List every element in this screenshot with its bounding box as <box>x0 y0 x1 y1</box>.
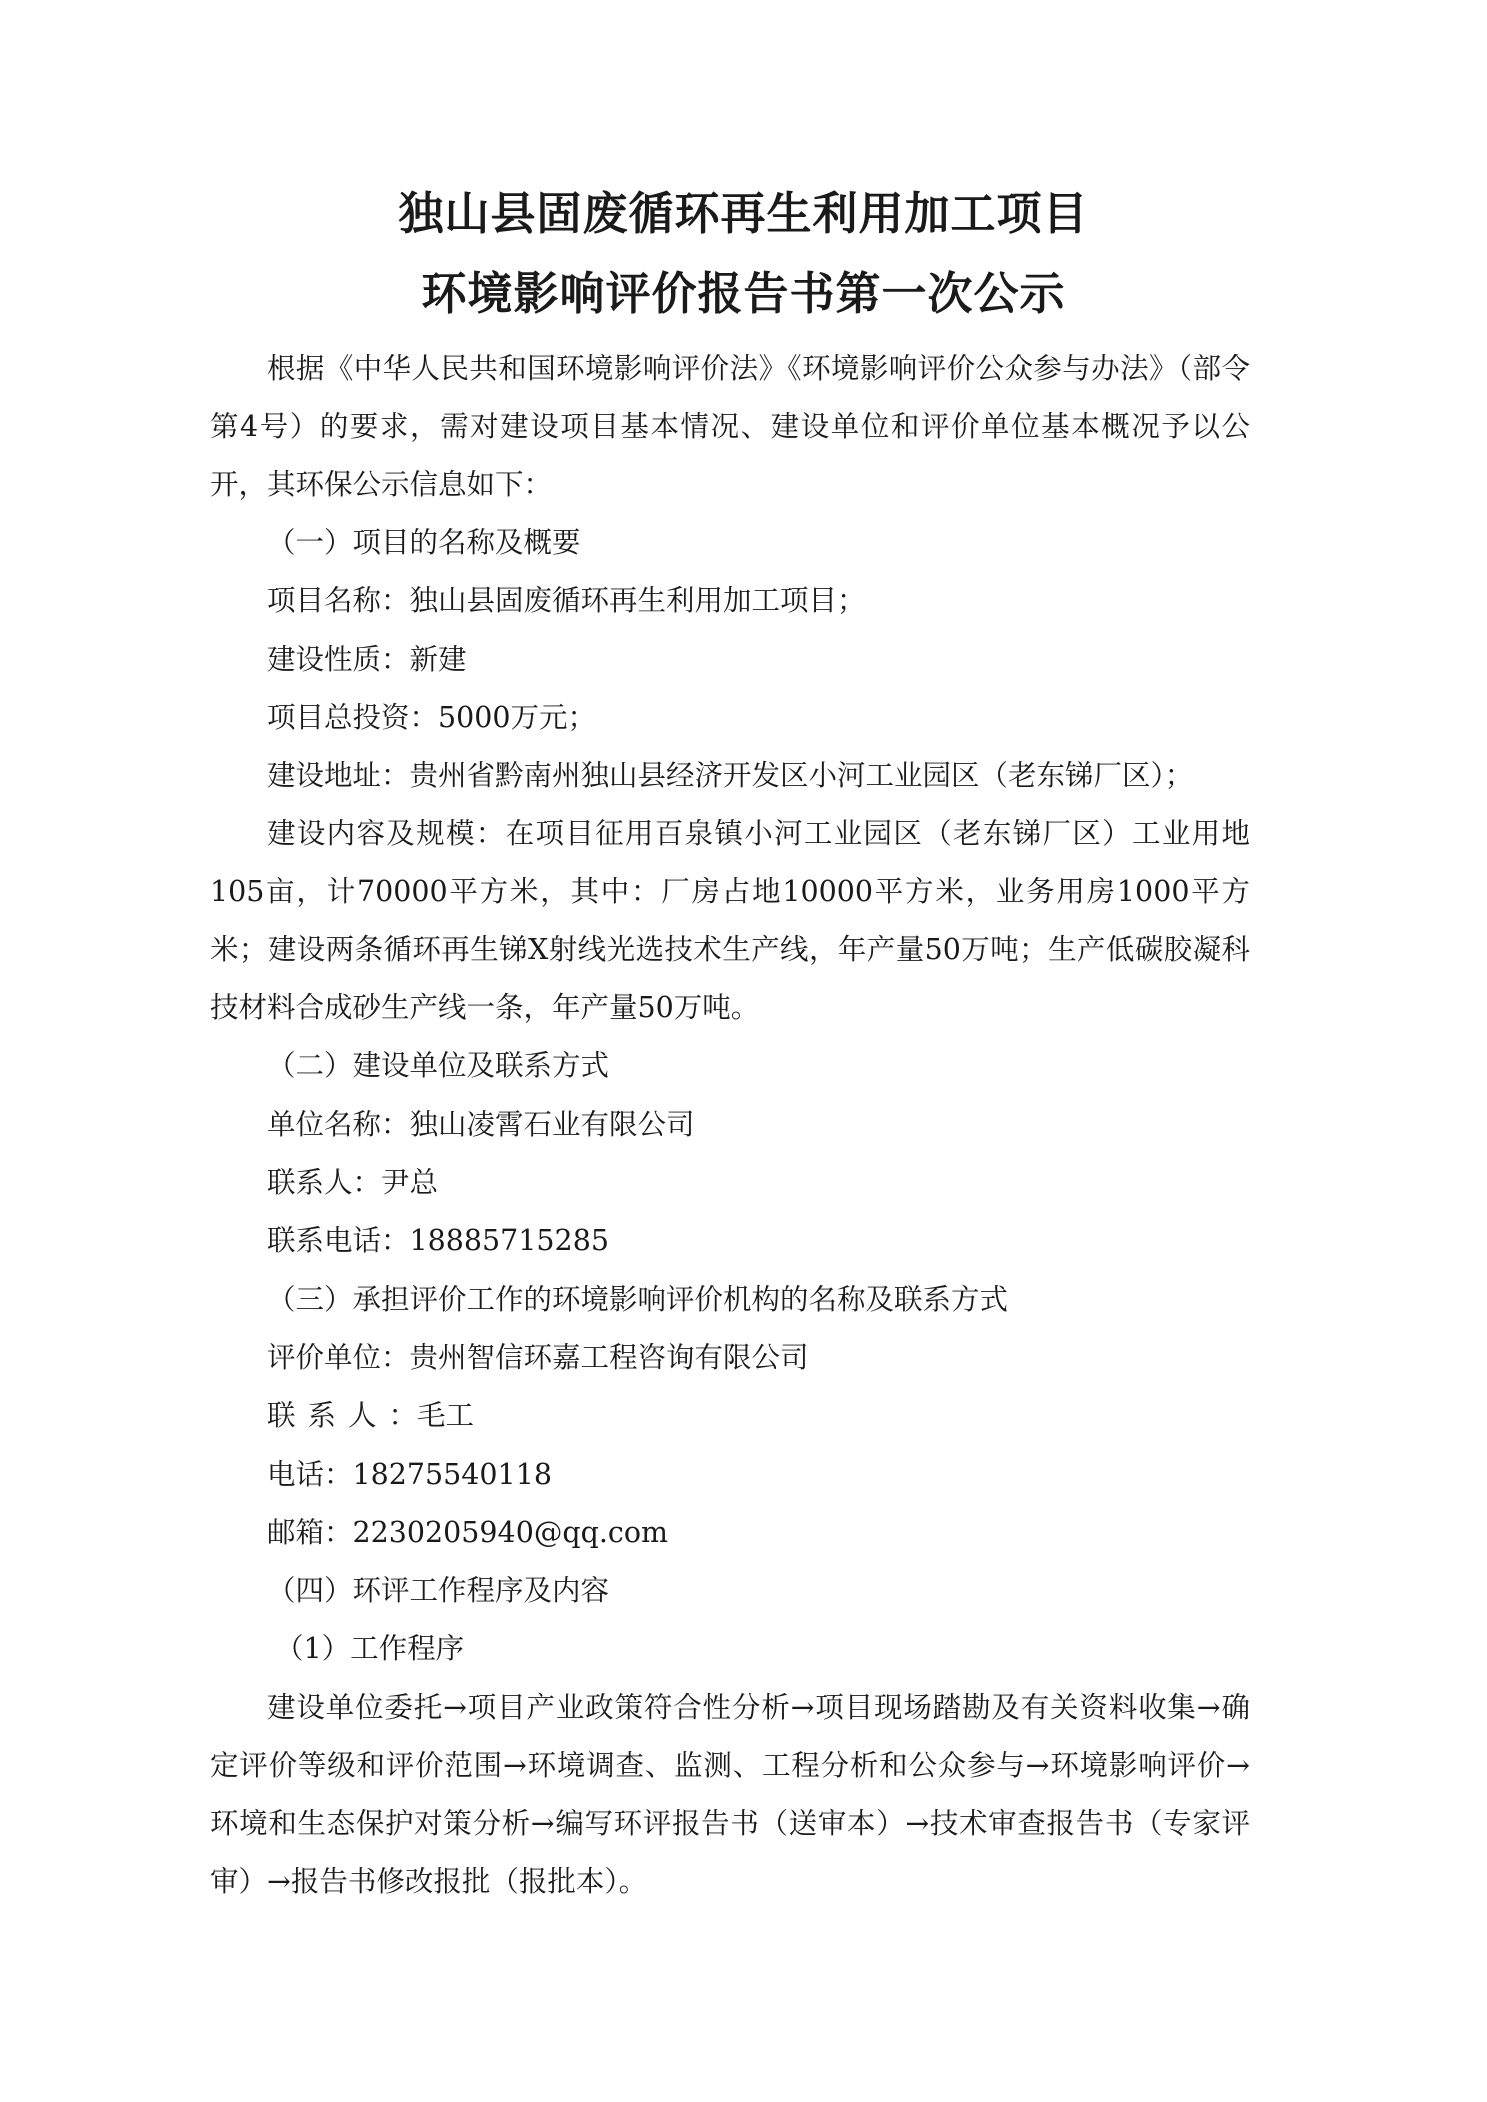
builder-contact: 联系人：尹总 <box>267 1166 439 1200</box>
section3-heading: （三）承担评价工作的环境影响评价机构的名称及联系方式 <box>267 1282 1009 1316</box>
evaluation-unit: 评价单位：贵州智信环嘉工程咨询有限公司 <box>267 1340 809 1374</box>
construction-nature: 建设性质：新建 <box>267 642 467 676</box>
evaluation-email: 邮箱：2230205940@qq.com <box>267 1515 669 1549</box>
intro-paragraph: 根据《中华人民共和国环境影响评价法》《环境影响评价公众参与办法》（部令第4号）的要求，需对建设项目基本情况、建设单位和评价单位基本概况予以公开，其环保公示信息如下： <box>210 352 1250 501</box>
section1-heading: （一）项目的名称及概要 <box>267 526 581 559</box>
builder-company: 单位名称：独山凌霄石业有限公司 <box>267 1107 695 1141</box>
project-name: 项目名称：独山县固废循环再生利用加工项目； <box>267 584 866 618</box>
construction-address: 建设地址：贵州省黔南州独山县经济开发区小河工业园区（老东锑厂区）； <box>267 759 1194 793</box>
construction-scale: 建设内容及规模：在项目征用百泉镇小河工业园区（老东锑厂区）工业用地105亩，计70000平方米，其中：厂房占地10000平方米，业务用房1000平方米；建设两条循环再生锑X射线光选技术生产线，年产量50万吨；生产低碳胶凝科技材料合成砂生产线一条，年产量50万吨。 <box>210 817 1250 1025</box>
section4-heading: （四）环评工作程序及内容 <box>267 1574 610 1608</box>
evaluation-contact-value: ：毛工 <box>388 1399 475 1433</box>
evaluation-contact <box>210 1387 1250 1445</box>
evaluation-phone: 电话：18275540118 <box>267 1457 552 1491</box>
evaluation-contact-label: 联系人 <box>267 1399 389 1433</box>
total-investment: 项目总投资：5000万元； <box>267 700 597 734</box>
document-title-line1: 独山县固废循环再生利用加工项目 <box>398 187 1089 240</box>
builder-phone: 联系电话：18885715285 <box>267 1224 609 1258</box>
document-body <box>210 340 1250 1911</box>
section4-subheading: （1）工作程序 <box>275 1632 465 1666</box>
section2-heading: （二）建设单位及联系方式 <box>267 1049 610 1083</box>
work-procedure: 建设单位委托→项目产业政策符合性分析→项目现场踏勘及有关资料收集→确定评价等级和评价范围→环境调查、监测、工程分析和公众参与→环境影响评价→环境和生态保护对策分析→编写环评报告书（送审本）→技术审查报告书（专家评审）→报告书修改报批（报批本）。 <box>210 1690 1250 1898</box>
document-title-line2: 环境影响评价报告书第一次公示 <box>421 267 1066 320</box>
